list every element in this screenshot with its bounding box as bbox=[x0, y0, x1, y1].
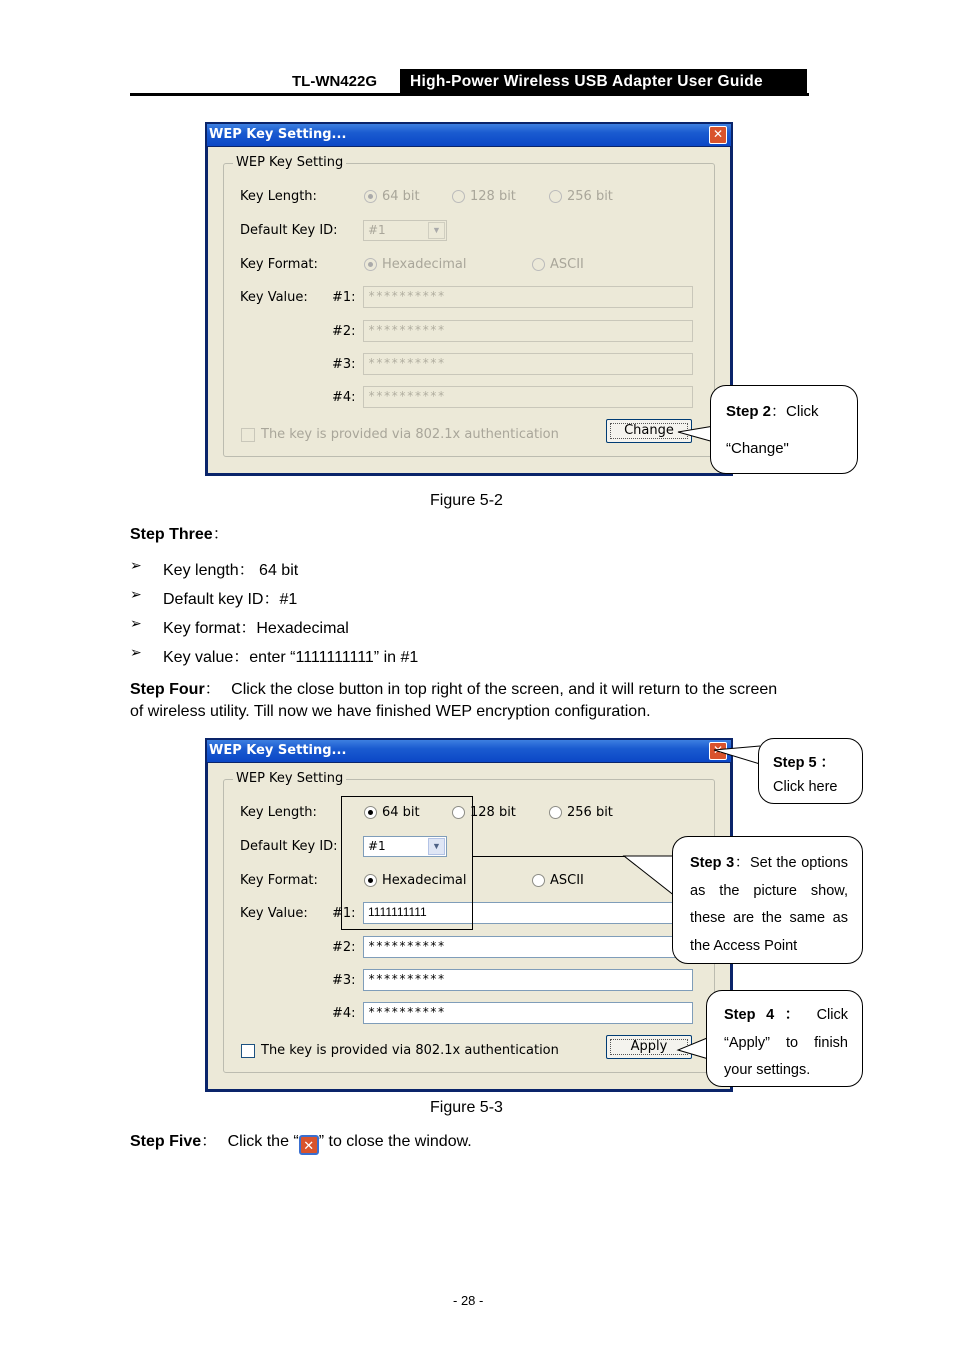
default-key-select[interactable] bbox=[363, 220, 447, 241]
radio-ascii-label: ASCII bbox=[550, 873, 584, 888]
key-field-4-value: ********** bbox=[368, 389, 446, 403]
bullet-arrow-icon: ➢ bbox=[130, 616, 142, 632]
apply-button-label: Apply bbox=[630, 1039, 668, 1054]
callout-step4 bbox=[706, 990, 863, 1087]
key-field-3-value: ********** bbox=[368, 972, 446, 986]
radio-hex-label: Hexadecimal bbox=[382, 257, 467, 272]
list-item: Key length： 64 bit bbox=[163, 562, 299, 579]
step-four-text1: Click the close button in top right of the screen, and it will return to the screen bbox=[231, 681, 778, 698]
step-four-line1 bbox=[130, 676, 777, 699]
step-four-line2: of wireless utility. Till now we have finished WEP encryption configuration. bbox=[130, 703, 651, 720]
wep-dialog-figure2 bbox=[205, 122, 733, 476]
key-length-label: Key Length: bbox=[240, 189, 317, 204]
step-three-colon: ： bbox=[212, 526, 229, 543]
bullet-arrow-icon: ➢ bbox=[130, 645, 142, 661]
callout-step2 bbox=[710, 385, 858, 474]
radio-128bit-label: 128 bit bbox=[470, 805, 516, 820]
key-value-label: Key Value: bbox=[240, 906, 308, 921]
key-length-label: Key Length: bbox=[240, 805, 317, 820]
header-title: High-Power Wireless USB Adapter User Guide bbox=[400, 69, 807, 95]
key-id-4: #4: bbox=[332, 1006, 356, 1021]
close-icon: ✕ bbox=[299, 1135, 319, 1155]
radio-64bit[interactable] bbox=[364, 190, 377, 203]
default-key-label: Default Key ID: bbox=[240, 839, 338, 854]
step-three-heading bbox=[130, 521, 229, 544]
key-field-4-value: ********** bbox=[368, 1005, 446, 1019]
chevron-down-icon[interactable]: ▼ bbox=[428, 222, 445, 239]
8021x-checkbox[interactable] bbox=[241, 1044, 255, 1058]
key-field-2-value: ********** bbox=[368, 939, 446, 953]
window-title: WEP Key Setting... bbox=[209, 127, 347, 142]
radio-ascii[interactable] bbox=[532, 874, 545, 887]
callout-step3-text: ：Set the options as the picture show, these are the same as the Access Point bbox=[690, 855, 848, 954]
callout-step4-step: Step 4 ： bbox=[724, 1007, 806, 1023]
key-id-2: #2: bbox=[332, 940, 356, 955]
key-field-3-value: ********** bbox=[368, 356, 446, 370]
key-id-3: #3: bbox=[332, 973, 356, 988]
radio-128bit-label: 128 bit bbox=[470, 189, 516, 204]
chevron-down-icon[interactable]: ▼ bbox=[428, 838, 445, 855]
key-field-1[interactable] bbox=[363, 286, 693, 308]
radio-hex-label: Hexadecimal bbox=[382, 873, 467, 888]
default-key-label: Default Key ID: bbox=[240, 223, 338, 238]
figure-caption-2: Figure 5-2 bbox=[430, 492, 503, 509]
header-model: TL-WN422G bbox=[292, 73, 378, 90]
radio-64bit-label: 64 bit bbox=[382, 189, 420, 204]
callout-step3-step: Step 3 bbox=[690, 855, 735, 871]
list-item: Key value：enter “1111111111” in #1 bbox=[163, 649, 419, 666]
list-item: Default key ID：#1 bbox=[163, 591, 298, 608]
callout-step2-action: Click bbox=[786, 403, 819, 420]
callout-step5-text: Click here bbox=[773, 779, 838, 795]
title-bar bbox=[207, 124, 731, 146]
figure-caption-3: Figure 5-3 bbox=[430, 1099, 503, 1116]
radio-hex[interactable] bbox=[364, 258, 377, 271]
key-field-3[interactable] bbox=[363, 969, 693, 991]
group-title: WEP Key Setting bbox=[233, 771, 346, 786]
key-field-4[interactable] bbox=[363, 386, 693, 408]
radio-256bit[interactable] bbox=[549, 806, 562, 819]
step-five-heading: Step Five bbox=[130, 1133, 202, 1150]
key-field-4[interactable] bbox=[363, 1002, 693, 1024]
dialog-client bbox=[208, 147, 730, 473]
key-id-1: #1: bbox=[332, 906, 356, 921]
step-three-heading-text: Step Three bbox=[130, 526, 213, 543]
radio-256bit-label: 256 bit bbox=[567, 189, 613, 204]
default-key-value: #1 bbox=[368, 223, 386, 237]
key-field-1-value: ********** bbox=[368, 289, 446, 303]
group-title: WEP Key Setting bbox=[233, 155, 346, 170]
callout-step2-sep: ： bbox=[771, 403, 787, 420]
step-five-before: Click the “ bbox=[227, 1133, 299, 1150]
list-item: Key format：Hexadecimal bbox=[163, 620, 349, 637]
radio-64bit-label: 64 bit bbox=[382, 805, 420, 820]
8021x-checkbox[interactable] bbox=[241, 428, 255, 442]
step-five-colon: ： bbox=[201, 1133, 218, 1150]
radio-256bit-label: 256 bit bbox=[567, 805, 613, 820]
8021x-label: The key is provided via 802.1x authentication bbox=[261, 1043, 559, 1058]
key-id-1: #1: bbox=[332, 290, 356, 305]
key-field-2[interactable] bbox=[363, 320, 693, 342]
step-five-after: ” to close the window. bbox=[318, 1133, 472, 1150]
callout-step4-text: Click “Apply” to finish your settings. bbox=[724, 1007, 848, 1078]
radio-256bit[interactable] bbox=[549, 190, 562, 203]
callout-step3 bbox=[672, 836, 863, 964]
bullet-arrow-icon: ➢ bbox=[130, 587, 142, 603]
callout-step2-target: “Change" bbox=[726, 440, 789, 457]
callout-step5-step: Step 5 ： bbox=[773, 755, 836, 771]
8021x-label: The key is provided via 802.1x authentication bbox=[261, 427, 559, 442]
page-number: - 28 - bbox=[453, 1293, 484, 1308]
key-format-label: Key Format: bbox=[240, 257, 318, 272]
highlight-connector bbox=[473, 856, 625, 857]
window-title: WEP Key Setting... bbox=[209, 743, 347, 758]
key-field-3[interactable] bbox=[363, 353, 693, 375]
step-four-colon: ： bbox=[204, 681, 221, 698]
callout-step5 bbox=[758, 738, 863, 804]
key-field-1-value: 1111111111 bbox=[368, 905, 427, 919]
key-id-4: #4: bbox=[332, 390, 356, 405]
default-key-value: #1 bbox=[368, 839, 386, 853]
key-id-3: #3: bbox=[332, 357, 356, 372]
highlight-box bbox=[341, 796, 473, 930]
radio-128bit[interactable] bbox=[452, 190, 465, 203]
wep-group bbox=[223, 155, 715, 457]
header-rule bbox=[130, 93, 809, 96]
key-field-2[interactable] bbox=[363, 936, 693, 958]
step-four-heading: Step Four bbox=[130, 681, 205, 698]
title-bar bbox=[207, 740, 731, 762]
radio-ascii-label: ASCII bbox=[550, 257, 584, 272]
close-icon[interactable]: ✕ bbox=[709, 126, 727, 144]
change-button-label: Change bbox=[624, 423, 674, 438]
key-value-label: Key Value: bbox=[240, 290, 308, 305]
key-id-2: #2: bbox=[332, 324, 356, 339]
bullet-arrow-icon: ➢ bbox=[130, 558, 142, 574]
radio-ascii[interactable] bbox=[532, 258, 545, 271]
step-five-line bbox=[130, 1128, 472, 1155]
key-format-label: Key Format: bbox=[240, 873, 318, 888]
key-field-2-value: ********** bbox=[368, 323, 446, 337]
callout-step2-step: Step 2 bbox=[726, 403, 772, 420]
